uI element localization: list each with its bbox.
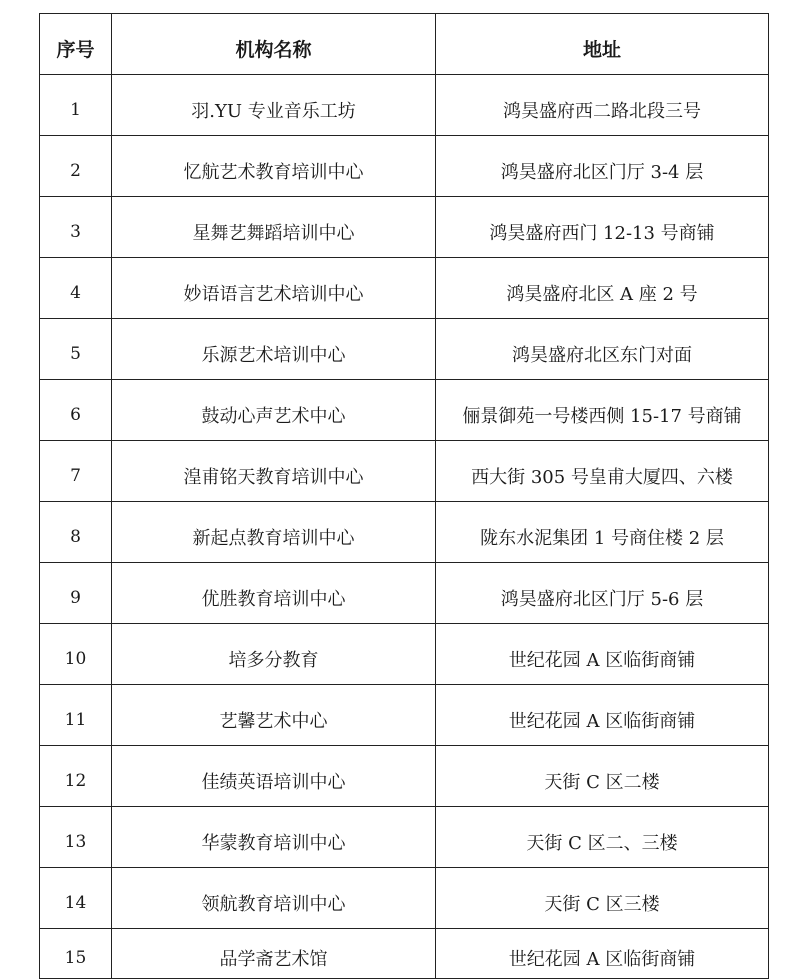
cell-serial-number: 4 xyxy=(40,258,112,319)
cell-serial-number: 14 xyxy=(40,868,112,929)
table-row xyxy=(40,75,769,136)
table-row xyxy=(40,807,769,868)
cell-institution-name: 佳绩英语培训中心 xyxy=(112,746,436,807)
table-row xyxy=(40,929,769,979)
cell-institution-name: 乐源艺术培训中心 xyxy=(112,319,436,380)
cell-address: 鸿昊盛府北区门厅 3-4 层 xyxy=(436,136,769,197)
cell-serial-number: 2 xyxy=(40,136,112,197)
table-row xyxy=(40,502,769,563)
cell-institution-name: 星舞艺舞蹈培训中心 xyxy=(112,197,436,258)
table-row xyxy=(40,441,769,502)
cell-serial-number: 3 xyxy=(40,197,112,258)
cell-serial-number: 9 xyxy=(40,563,112,624)
cell-institution-name: 培多分教育 xyxy=(112,624,436,685)
cell-institution-name: 妙语语言艺术培训中心 xyxy=(112,258,436,319)
table-row xyxy=(40,563,769,624)
header-address: 地址 xyxy=(436,14,769,75)
cell-serial-number: 11 xyxy=(40,685,112,746)
table-row xyxy=(40,685,769,746)
cell-institution-name: 优胜教育培训中心 xyxy=(112,563,436,624)
table-row xyxy=(40,746,769,807)
cell-institution-name: 华蒙教育培训中心 xyxy=(112,807,436,868)
table-row xyxy=(40,197,769,258)
table-row xyxy=(40,319,769,380)
table-header-row xyxy=(40,14,769,75)
table-row xyxy=(40,258,769,319)
cell-institution-name: 羽.YU 专业音乐工坊 xyxy=(112,75,436,136)
cell-serial-number: 10 xyxy=(40,624,112,685)
cell-address: 鸿昊盛府北区门厅 5-6 层 xyxy=(436,563,769,624)
cell-serial-number: 1 xyxy=(40,75,112,136)
cell-address: 俪景御苑一号楼西侧 15-17 号商铺 xyxy=(436,380,769,441)
cell-address: 世纪花园 A 区临街商铺 xyxy=(436,929,769,979)
cell-serial-number: 8 xyxy=(40,502,112,563)
cell-address: 鸿昊盛府西门 12-13 号商铺 xyxy=(436,197,769,258)
cell-serial-number: 12 xyxy=(40,746,112,807)
table-row xyxy=(40,136,769,197)
institution-table xyxy=(39,13,769,979)
cell-serial-number: 5 xyxy=(40,319,112,380)
cell-serial-number: 15 xyxy=(40,929,112,979)
cell-serial-number: 6 xyxy=(40,380,112,441)
cell-address: 鸿昊盛府西二路北段三号 xyxy=(436,75,769,136)
cell-address: 天街 C 区二、三楼 xyxy=(436,807,769,868)
cell-institution-name: 新起点教育培训中心 xyxy=(112,502,436,563)
cell-institution-name: 领航教育培训中心 xyxy=(112,868,436,929)
cell-serial-number: 7 xyxy=(40,441,112,502)
table-row xyxy=(40,380,769,441)
cell-address: 天街 C 区二楼 xyxy=(436,746,769,807)
cell-address: 西大街 305 号皇甫大厦四、六楼 xyxy=(436,441,769,502)
cell-institution-name: 鼓动心声艺术中心 xyxy=(112,380,436,441)
cell-address: 世纪花园 A 区临街商铺 xyxy=(436,685,769,746)
cell-serial-number: 13 xyxy=(40,807,112,868)
table-row xyxy=(40,624,769,685)
cell-institution-name: 忆航艺术教育培训中心 xyxy=(112,136,436,197)
cell-institution-name: 湟甫铭天教育培训中心 xyxy=(112,441,436,502)
institution-table-container xyxy=(39,13,768,979)
table-row xyxy=(40,868,769,929)
header-serial-number: 序号 xyxy=(40,14,112,75)
cell-address: 世纪花园 A 区临街商铺 xyxy=(436,624,769,685)
cell-address: 天街 C 区三楼 xyxy=(436,868,769,929)
cell-address: 陇东水泥集团 1 号商住楼 2 层 xyxy=(436,502,769,563)
header-institution-name: 机构名称 xyxy=(112,14,436,75)
cell-institution-name: 艺馨艺术中心 xyxy=(112,685,436,746)
cell-institution-name: 品学斋艺术馆 xyxy=(112,929,436,979)
cell-address: 鸿昊盛府北区 A 座 2 号 xyxy=(436,258,769,319)
cell-address: 鸿昊盛府北区东门对面 xyxy=(436,319,769,380)
